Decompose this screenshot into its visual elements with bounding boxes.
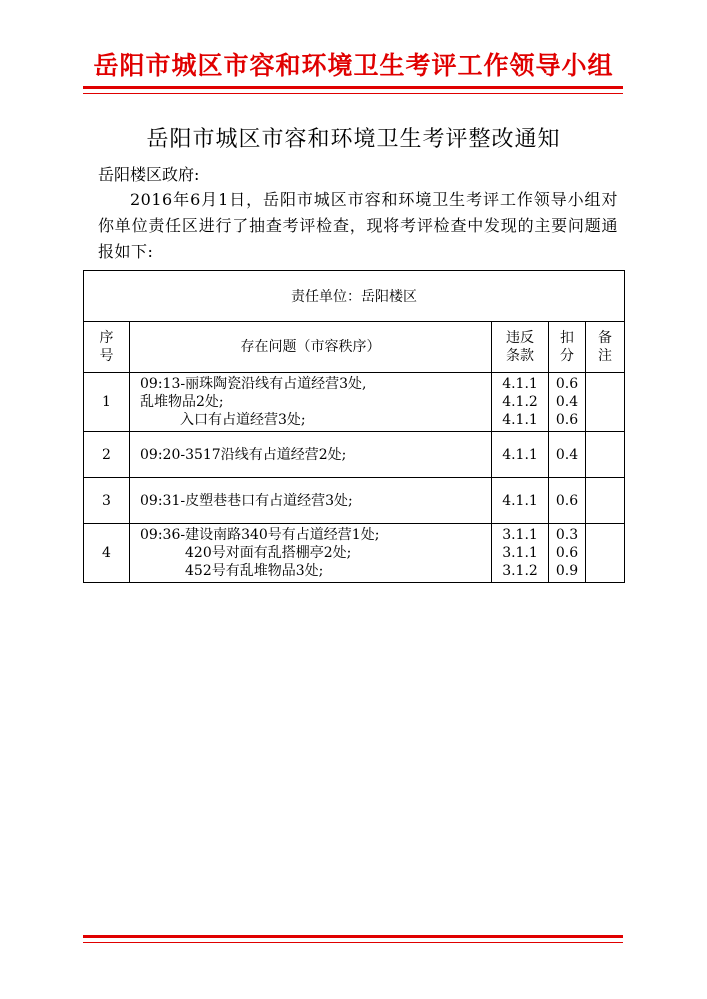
row-number: 3 [84, 478, 130, 524]
row-notes [586, 524, 625, 583]
row-points: 0.4 [549, 432, 586, 478]
row-points: 0.6 [549, 478, 586, 524]
row-problems: 09:20-3517沿线有占道经营2处; [130, 432, 492, 478]
row-problems: 09:31-皮塑巷巷口有占道经营3处; [130, 478, 492, 524]
col-header-problem: 存在问题（市容秩序） [130, 322, 492, 373]
col-header-no: 序 号 [84, 322, 130, 373]
col-header-points: 扣 分 [549, 322, 586, 373]
row-number: 1 [84, 373, 130, 432]
header-rule-thin [83, 93, 623, 94]
footer-rule-thin [83, 942, 623, 943]
row-notes [586, 478, 625, 524]
row-clauses: 4.1.1 [492, 478, 549, 524]
row-points: 0.6 0.4 0.6 [549, 373, 586, 432]
table-row [84, 524, 625, 583]
row-clauses: 4.1.1 4.1.2 4.1.1 [492, 373, 549, 432]
issues-table [83, 270, 625, 583]
org-header: 岳阳市城区市容和环境卫生考评工作领导小组 [93, 51, 614, 80]
row-clauses: 3.1.1 3.1.1 3.1.2 [492, 524, 549, 583]
row-problems: 09:36-建设南路340号有占道经营1处; 420号对面有乱搭棚亭2处; 452号有乱堆物品3处; [130, 524, 492, 583]
row-points: 0.3 0.6 0.9 [549, 524, 586, 583]
footer-rule-thick [83, 935, 623, 938]
addressee: 岳阳楼区政府: [98, 165, 200, 184]
table-row [84, 373, 625, 432]
col-header-notes: 备 注 [586, 322, 625, 373]
table-header-row [84, 322, 625, 373]
notice-title: 岳阳市城区市容和环境卫生考评整改通知 [146, 127, 561, 152]
header-rule-thick [83, 86, 623, 89]
table-row [84, 432, 625, 478]
notice-body: 2016年6月1日，岳阳市城区市容和环境卫生考评工作领导小组对你单位责任区进行了抽查考评检查，现将考评检查中发现的主要问题通报如下: [98, 190, 618, 261]
table-row [84, 478, 625, 524]
row-notes [586, 373, 625, 432]
row-clauses: 4.1.1 [492, 432, 549, 478]
row-number: 2 [84, 432, 130, 478]
col-header-clause: 违反 条款 [492, 322, 549, 373]
responsible-unit: 责任单位：岳阳楼区 [84, 271, 625, 322]
row-notes [586, 432, 625, 478]
row-number: 4 [84, 524, 130, 583]
row-problems: 09:13-丽珠陶瓷沿线有占道经营3处, 乱堆物品2处; 入口有占道经营3处; [130, 373, 492, 432]
